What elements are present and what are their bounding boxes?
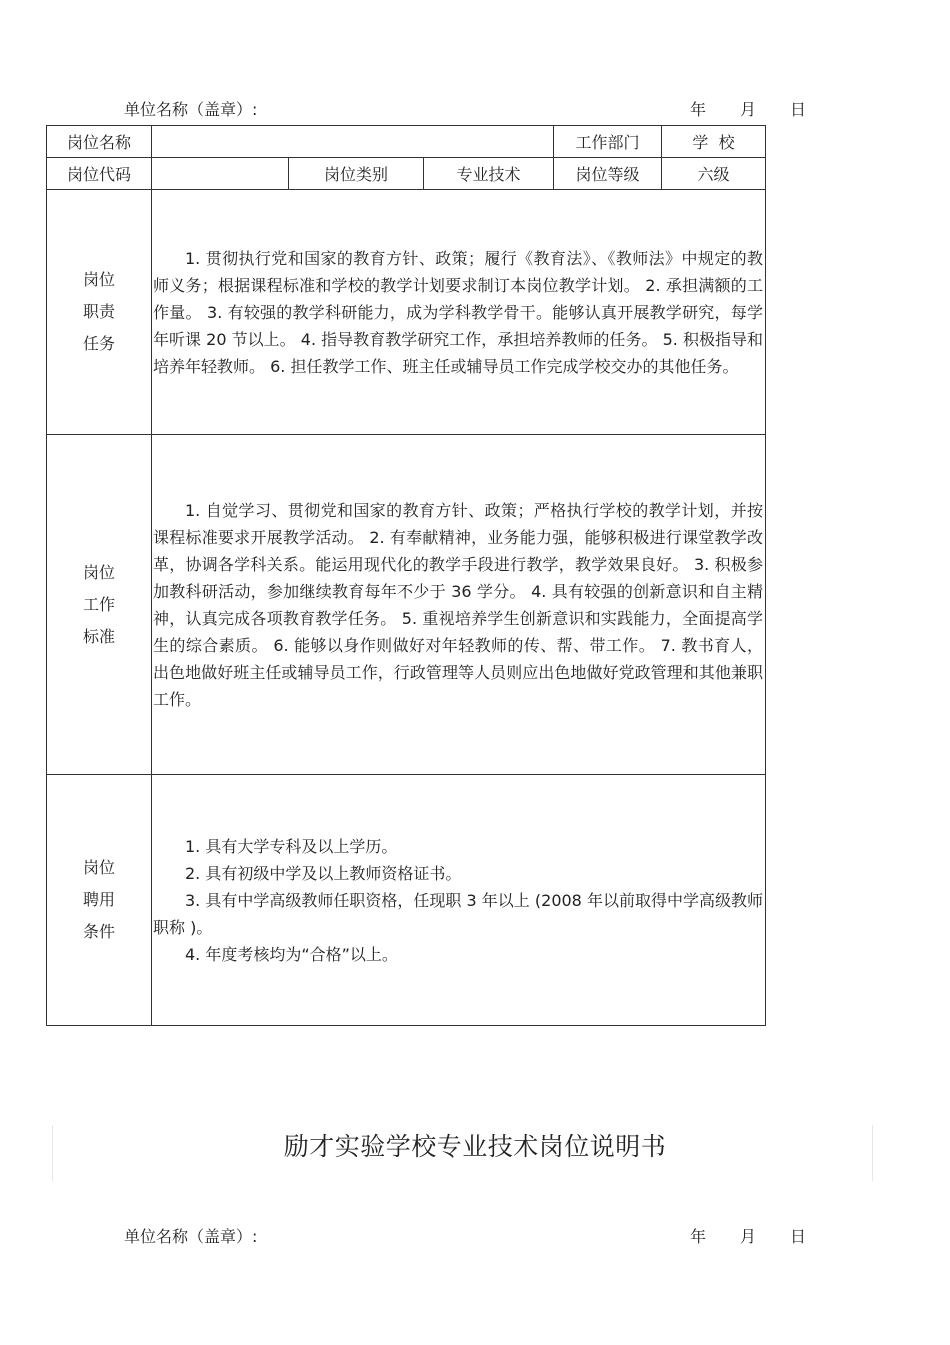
unit-name-label-2: 单位名称（盖章）: [124,1227,258,1246]
conditions-label-line: 岗位 [82,858,115,877]
post-code-value [152,158,289,190]
post-description-table [46,125,766,1026]
post-code-label: 岗位代码 [47,158,152,190]
standards-label [47,435,152,775]
condition-item: 4. 年度考核均为“合格”以上。 [185,944,398,964]
dept-value: 学 校 [662,126,766,158]
document-title: 励才实验学校专业技术岗位说明书 [283,1132,667,1161]
table-row [47,775,766,1026]
dept-label: 工作部门 [554,126,662,158]
year-label: 年 [690,100,707,119]
category-label: 岗位类别 [289,158,424,190]
post-name-label: 岗位名称 [47,126,152,158]
duties-text: 1. 贯彻执行党和国家的教育方针、政策；履行《教育法》、《教师法》中规定的教师义务；根据课程标准和学校的教学计划要求制订本岗位教学计划。 2. 承担满额的工作量。 3. 有较强的教学科研能力，成为学科教学骨干。能够认真开展教学研究，每学年听课 20 节以上。 4. 指导教育教学研究工作，承担培养教师的任务。 5. 积极指导和培养年轻教师。 6. 担任教学工作、班主任或辅导员工作完成学校交办的其他任务。 [153,248,764,376]
year-label: 年 [690,1227,707,1246]
day-label: 日 [790,1227,807,1246]
conditions-label [47,775,152,1026]
date-label [690,97,840,120]
table-row [47,126,766,158]
condition-item: 1. 具有大学专科及以上学历。 [185,836,398,856]
month-label: 月 [740,100,757,119]
conditions-label-line: 聘用 [82,890,115,909]
duties-text-cell [152,190,766,435]
standards-label-line: 岗位 [82,562,115,582]
standards-label-line: 工作 [82,594,115,614]
condition-item: 3. 具有中学高级教师任职资格，任现职 3 年以上 (2008 年以前取得中学高级教师职称 )。 [153,890,764,937]
condition-item: 2. 具有初级中学及以上教师资格证书。 [185,863,462,883]
duties-label [47,190,152,435]
standards-text-cell [152,435,766,775]
duties-label-line: 岗位 [82,270,115,289]
category-value: 专业技术 [424,158,554,190]
grade-value: 六级 [662,158,766,190]
standards-text: 1. 自觉学习、贯彻党和国家的教育方针、政策；严格执行学校的教学计划，并按课程标准要求开展教学活动。 2. 有奉献精神，业务能力强，能够积极进行课堂教学改革，协调各学科关系。能运用现代化的教学手段进行教学，教学效果良好。 3. 积极参加教科研活动，参加继续教育每年不少于 36 学分。 4. 具有较强的创新意识和自主精神，认真完成各项教育教学任务。 5. 重视培养学生创新意识和实践能力，全面提高学生的综合素质。 6. 能够以身作则做好对年轻教师的传、帮、带工作。 7. 教书育人，出色地做好班主任或辅导员工作，行政管理等人员则应出色地做好党政管理和其他兼职工作。 [153,500,764,709]
table-row [47,190,766,435]
month-label: 月 [740,1227,757,1246]
table-row [47,435,766,775]
conditions-label-line: 条件 [82,922,115,941]
post-name-value [152,126,554,158]
date-label-2 [690,1224,840,1247]
duties-label-line: 职责 [82,302,115,321]
day-label: 日 [790,100,807,119]
unit-name-label: 单位名称（盖章）: [124,100,258,119]
table-row [47,158,766,190]
standards-label-line: 标准 [82,626,115,646]
grade-label: 岗位等级 [554,158,662,190]
duties-label-line: 任务 [82,334,115,353]
conditions-text-cell [152,775,766,1026]
